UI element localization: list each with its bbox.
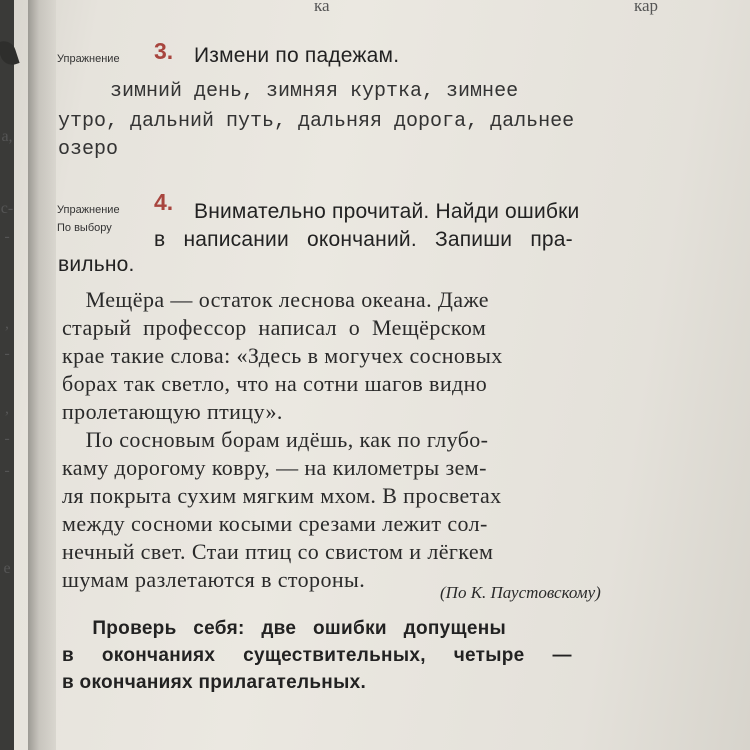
text-line-5: пролетающую птицу».	[62, 399, 283, 424]
exercise4-task-line-2: в написании окончаний. Запиши пра-	[154, 228, 573, 251]
text-line-11: шумам разлетаются в стороны.	[62, 567, 366, 592]
top-fragment-1: ка	[314, 0, 330, 15]
self-check-line-1: Проверь себя: две ошибки допущены	[70, 618, 507, 639]
text-line-7: каму дорогому ковру, — на километры зем-	[62, 455, 487, 480]
text-line-3: крае такие слова: «Здесь в могучех сосновых	[62, 343, 503, 368]
exercise3-task: Измени по падежам.	[194, 44, 400, 67]
self-check-line-2: в окончаниях существительных, четыре —	[62, 645, 572, 666]
exercise3-words-line-1: зимний день, зимняя куртка, зимнее	[110, 80, 519, 103]
exercise3-label: Упражнение	[57, 53, 120, 65]
text-line-4: борах так светло, что на сотни шагов видно	[62, 371, 488, 396]
text-line-9: между сосноми косыми срезами лежит сол-	[62, 511, 488, 536]
text-line-6: По сосновым борам идёшь, как по глубо-	[62, 427, 489, 452]
exercise4-label: Упражнение	[57, 204, 120, 216]
exercise4-choice-label: По выбору	[57, 222, 112, 234]
exercise4-task-line-1: Внимательно прочитай. Найди ошибки	[194, 200, 580, 223]
text-line-1: Мещёра — остаток леснова океана. Даже	[62, 287, 489, 312]
text-line-10: нечный свет. Стаи птиц со свистом и лёгкем	[62, 539, 494, 564]
left-margin-fragment-5: -	[4, 345, 10, 362]
source-attribution: (По К. Паустовскому)	[440, 583, 601, 602]
exercise3-words-line-2: утро, дальний путь, дальняя дорога, дальнее	[58, 110, 575, 133]
text-line-2: старый профессор написал о Мещёрском	[62, 315, 487, 340]
text-line-8: ля покрыта сухим мягким мхом. В просветах	[62, 483, 502, 508]
left-margin-fragment-2: с-	[0, 200, 14, 217]
exercise3-number: 3.	[154, 38, 174, 64]
exercise3-words-line-3: озеро	[58, 138, 119, 161]
textbook-page	[14, 0, 750, 750]
left-margin-fragment-1: а,	[1, 128, 13, 145]
page-gutter	[28, 0, 56, 750]
left-margin-fragment-8: -	[4, 462, 10, 479]
exercise4-number: 4.	[154, 189, 174, 215]
exercise4-task-line-3: вильно.	[58, 253, 135, 276]
self-check-line-3: в окончаниях прилагательных.	[62, 672, 367, 693]
left-margin-fragment-3: -	[4, 228, 10, 245]
left-margin-fragment-4: ,	[5, 315, 9, 332]
left-margin-fragment-6: ,	[5, 400, 9, 417]
left-margin-fragment-9: е	[3, 560, 11, 577]
top-fragment-2: кар	[634, 0, 659, 15]
left-margin-fragment-7: -	[4, 430, 10, 447]
